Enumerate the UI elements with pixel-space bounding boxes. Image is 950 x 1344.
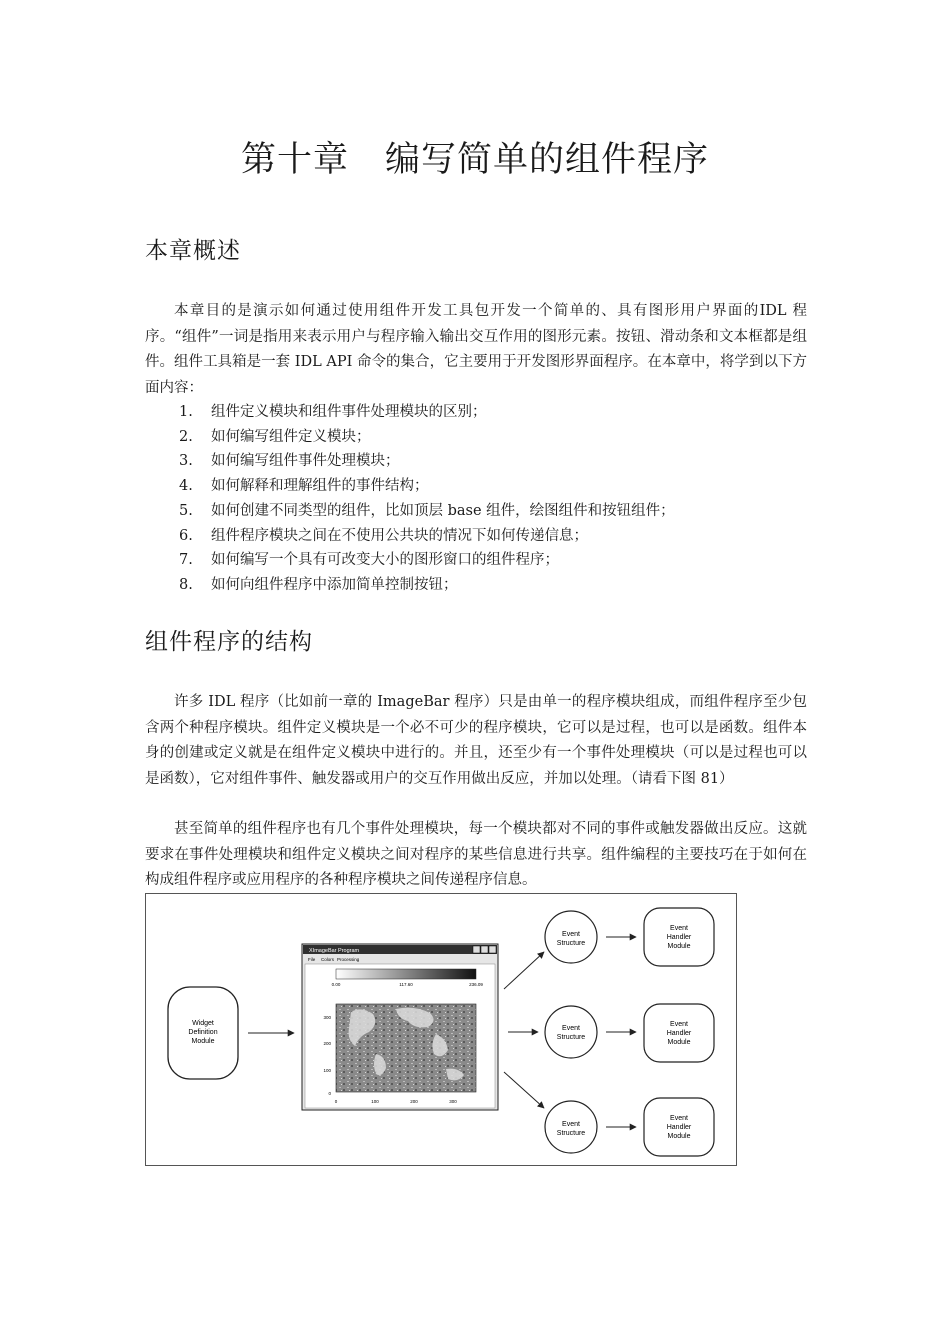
diagram-canvas <box>146 894 736 1165</box>
close-icon <box>489 946 496 953</box>
x-tick-label: 0 <box>334 1099 338 1104</box>
event-handler-label-2: Handler <box>666 1124 692 1131</box>
ximagebar-window <box>302 944 498 1110</box>
y-tick-label: 200 <box>323 1041 331 1046</box>
widget-definition-label-1: Widget <box>192 1020 214 1027</box>
list-item-number: 7. <box>179 552 193 569</box>
menu-processing: Processing <box>337 957 360 962</box>
list-item-text: 组件定义模块和组件事件处理模块的区别； <box>211 404 487 420</box>
list-item <box>145 425 807 450</box>
section-title-structure: 组件程序的结构 <box>145 629 313 655</box>
section-title-overview: 本章概述 <box>145 238 241 264</box>
widget-definition-label-2: Definition <box>188 1029 218 1036</box>
event-handler-label-2: Handler <box>666 1030 692 1037</box>
event-handler-label-3: Module <box>667 1039 691 1046</box>
list-item-number: 8. <box>179 576 193 593</box>
colorbar <box>336 969 476 979</box>
event-handler-label-3: Module <box>667 943 691 950</box>
list-item <box>145 400 807 425</box>
list-item <box>145 499 807 524</box>
list-item <box>145 573 807 598</box>
event-handler-node-middle <box>644 1004 714 1062</box>
event-structure-label-1: Event <box>562 931 580 938</box>
list-item-text: 如何编写组件事件处理模块； <box>211 453 400 470</box>
list-item-number: 4. <box>179 478 193 495</box>
x-tick-label: 100 <box>371 1099 379 1104</box>
y-tick-label: 300 <box>323 1015 331 1020</box>
event-handler-label-1: Event <box>670 1021 688 1028</box>
event-structure-node-bottom <box>545 1101 597 1153</box>
list-item-number: 5. <box>179 502 193 519</box>
list-item <box>145 449 807 474</box>
list-item-text: 组件程序模块之间在不使用公共块的情况下如何传递信息； <box>211 527 588 544</box>
list-item <box>145 524 807 549</box>
list-item-text: 如何解释和理解组件的事件结构； <box>211 478 429 495</box>
menu-file: File <box>308 957 316 962</box>
menu-colors: Colors <box>321 957 335 962</box>
minimize-icon <box>473 946 480 953</box>
event-structure-label-2: Structure <box>556 940 586 947</box>
widget-definition-node <box>168 987 238 1079</box>
list-item <box>145 474 807 499</box>
learning-list <box>145 400 807 598</box>
event-structure-circle <box>545 1006 597 1058</box>
event-structure-node-top <box>545 911 597 963</box>
overview-paragraph: 本章目的是演示如何通过使用组件开发工具包开发一个简单的、具有图形用户界面的IDL 程序。“组件”一词是指用来表示用户与程序输入输出交互作用的图形元素。按钮、滑动条和文本框都是组件。组件工具箱是一套 IDL API 命令的集合，它主要用于开发图形界面程序。在本章中，将学到以下方面内容： <box>145 303 807 396</box>
list-item-text: 如何向组件程序中添加简单控制按钮； <box>211 576 458 593</box>
event-handler-label-2: Handler <box>666 934 692 941</box>
event-structure-label-1: Event <box>562 1025 580 1032</box>
event-structure-node-middle <box>545 1006 597 1058</box>
event-handler-label-3: Module <box>667 1133 691 1140</box>
x-tick-label: 200 <box>410 1099 418 1104</box>
y-tick-label: 0 <box>328 1091 331 1096</box>
event-structure-label-2: Structure <box>556 1130 586 1137</box>
structure-paragraph-1: 许多 IDL 程序（比如前一章的 ImageBar 程序）只是由单一的程序模块组成，而组件程序至少包含两个种程序模块。组件定义模块是一个必不可少的程序模块，它可以是过程，也可以是函数。组件本身的创建或定义就是在组件定义模块中进行的。并且，还至少有一个事件处理模块（可以是过程也可以是函数），它对组件事件、触发器或用户的交互作用做出反应，并加以处理。（请看下图 81） <box>145 694 807 787</box>
event-handler-label-1: Event <box>670 1115 688 1122</box>
list-item-number: 1. <box>179 404 193 420</box>
list-item-number: 3. <box>179 453 193 470</box>
chapter-title: 第十章 编写简单的组件程序 <box>240 140 709 180</box>
x-tick-label: 300 <box>449 1099 457 1104</box>
list-item-number: 2. <box>179 428 193 445</box>
list-item <box>145 548 807 573</box>
widget-definition-label-3: Module <box>191 1038 215 1045</box>
arrow-window-to-event-bottom <box>504 1072 544 1108</box>
y-tick-label: 100 <box>323 1068 331 1073</box>
colorbar-tick-label: 0.00 <box>331 982 341 987</box>
window-title: XImageBar Program <box>309 948 360 954</box>
list-item-text: 如何编写一个具有可改变大小的图形窗口的组件程序； <box>211 552 559 569</box>
event-handler-node-top <box>644 908 714 966</box>
event-handler-node-bottom <box>644 1098 714 1156</box>
maximize-icon <box>481 946 488 953</box>
colorbar-tick-label: 117.60 <box>399 982 413 987</box>
event-structure-label-1: Event <box>562 1121 580 1128</box>
colorbar-tick-label: 236.09 <box>469 982 483 987</box>
event-structure-label-2: Structure <box>556 1034 586 1041</box>
list-item-number: 6. <box>179 527 193 544</box>
list-item-text: 如何创建不同类型的组件，比如顶层 base 组件，绘图组件和按钮组件； <box>211 502 675 519</box>
list-item-text: 如何编写组件定义模块； <box>211 428 371 445</box>
arrow-window-to-event-top <box>504 952 544 989</box>
widget-program-diagram <box>145 893 737 1166</box>
structure-paragraph-2: 甚至简单的组件程序也有几个事件处理模块，每一个模块都对不同的事件或触发器做出反应。这就要求在事件处理模块和组件定义模块之间对程序的某些信息进行共享。组件编程的主要技巧在于如何在构成组件程序或应用程序的各种程序模块之间传递程序信息。 <box>145 821 807 888</box>
event-handler-label-1: Event <box>670 925 688 932</box>
